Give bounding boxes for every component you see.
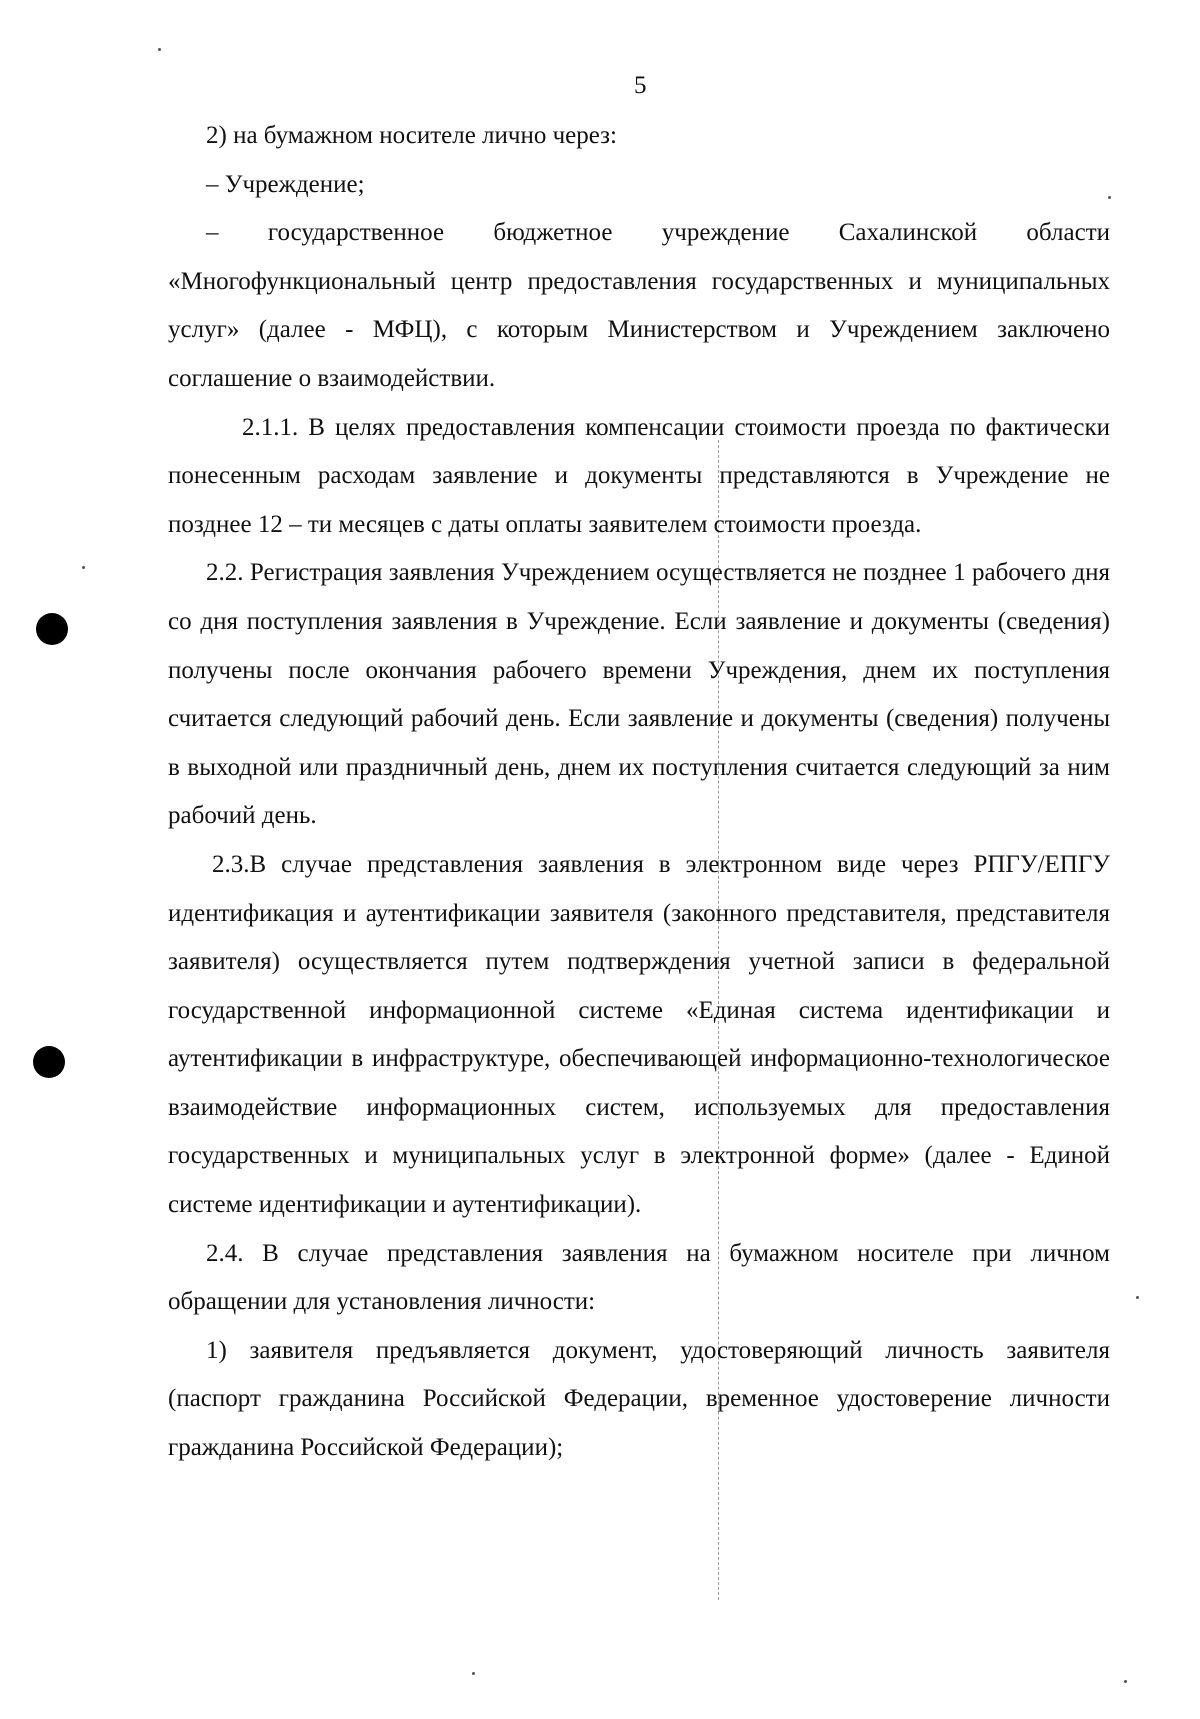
- paragraph-2-3: 2.3.В случае представления заявления в электронном виде через РПГУ/ЕПГУ идентификация и аутентификации заявителя (законного представителя, представителя заявителя) осуществляется путем подтверждения учетной записи в федеральной государственной информационной системе «Единая система идентификации и аутентификации в инфраструктуре, обеспечивающей информационно-технологическое взаимодействие информационных систем, используемых для предоставления государственных и муниципальных услуг в электронной форме» (далее - Единой системе идентификации и аутентификации).: [168, 850, 1110, 1219]
- paragraph-2-2: 2.2. Регистрация заявления Учреждением осуществляется не позднее 1 рабочего дня со дня поступления заявления в Учреждение. Если заявление и документы (сведения) получены после окончания рабочего времени Учреждения, днем их поступления считается следующий рабочий день. Если заявление и документы (сведения) получены в выходной или праздничный день, днем их поступления считается следующий за ним рабочий день.: [168, 559, 1110, 830]
- scan-speck: [1136, 1296, 1139, 1299]
- scan-speck: [472, 1672, 475, 1675]
- paragraph-2-1-1: 2.1.1. В целях предоставления компенсации стоимости проезда по фактически понесенным расходам заявление и документы представляются в Учреждение не позднее 12 – ти месяцев с даты оплаты заявителем стоимости проезда.: [168, 413, 1110, 538]
- paragraph-list-item-mfc: – государственное бюджетное учреждение Сахалинской области «Многофункциональный центр предоставления государственных и муниципальных услуг» (далее - МФЦ), с которым Министерством и Учреждением заключено соглашение о взаимодействии.: [168, 219, 1110, 392]
- page-number: 5: [634, 72, 647, 99]
- paragraph-list-item-paper: 2) на бумажном носителе лично через:: [206, 122, 617, 149]
- paragraph-2-4: 2.4. В случае представления заявления на бумажном носителе при личном обращении для установления личности:: [168, 1239, 1110, 1316]
- punch-hole-mark: [36, 613, 68, 645]
- scan-speck: [158, 48, 161, 51]
- scan-speck: [1124, 1680, 1127, 1683]
- punch-hole-mark: [33, 1046, 65, 1078]
- paragraph-2-4-item-1: 1) заявителя предъявляется документ, удостоверяющий личность заявителя (паспорт гражданина Российской Федерации, временное удостоверение личности гражданина Российской Федерации);: [168, 1336, 1110, 1462]
- scan-speck: [82, 566, 85, 569]
- document-body: [168, 112, 1110, 1473]
- paragraph-list-item-institution: – Учреждение;: [206, 170, 365, 198]
